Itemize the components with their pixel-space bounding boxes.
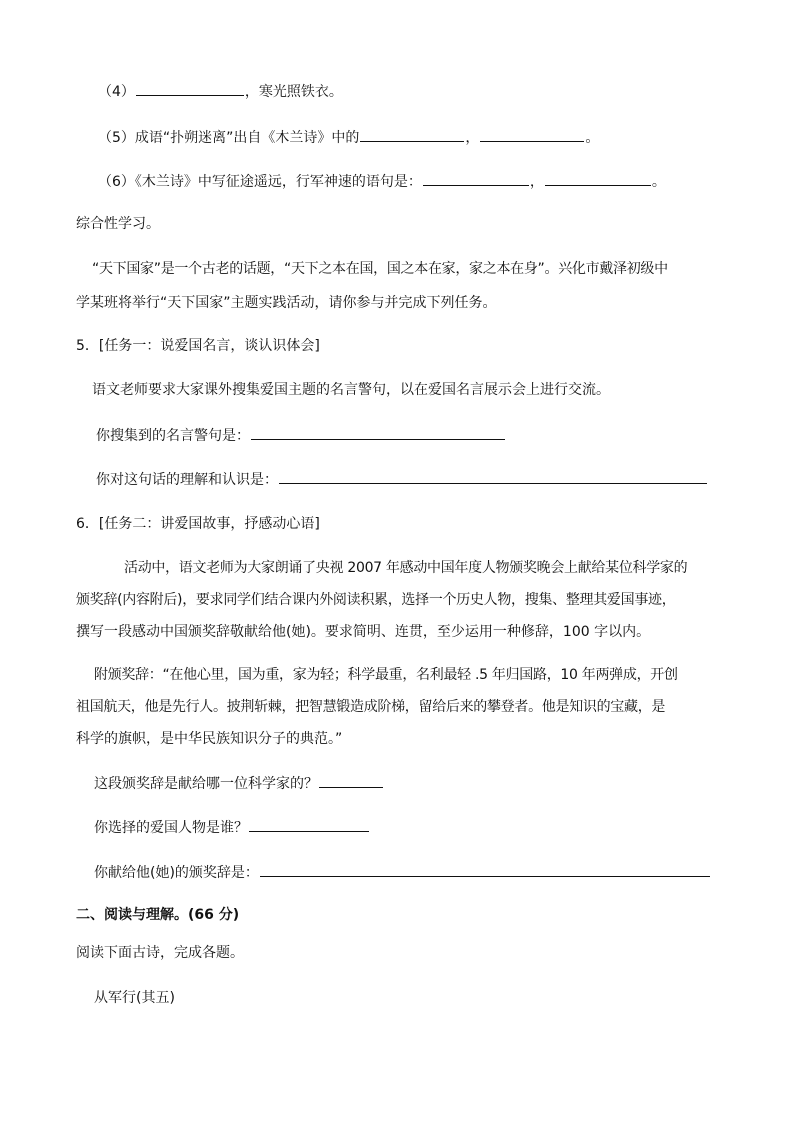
item-6-end: 。 — [651, 174, 666, 190]
answer-blank[interactable] — [136, 81, 244, 96]
answer-blank[interactable] — [360, 127, 464, 142]
citation-line-1: 附颁奖辞：“在他心里，国为重，家为轻；科学最重，名利最轻 .5 年归国路，10 年两弹成，开创 — [94, 667, 678, 683]
section-2-instruction: 阅读下面古诗，完成各题。 — [76, 945, 244, 961]
task-2-title: 6．[任务二：讲爱国故事，抒感动心语] — [76, 516, 320, 532]
task-2-q1 — [94, 773, 384, 794]
comprehensive-intro-line-2: 学某班将举行“天下国家”主题实践活动，请你参与并完成下列任务。 — [76, 295, 497, 311]
item-4-text: ，寒光照铁衣。 — [244, 84, 343, 100]
answer-blank[interactable] — [260, 862, 710, 877]
poem-title: 从军行(其五) — [94, 990, 175, 1006]
answer-blank[interactable] — [423, 171, 529, 186]
task-2-q1-label: 这段颁奖辞是献给哪一位科学家的？ — [94, 776, 318, 792]
item-6-text: （6）《木兰诗》中写征途遥远，行军神速的语句是： — [98, 174, 422, 190]
task-1-q2 — [96, 469, 708, 490]
answer-blank[interactable] — [279, 469, 707, 484]
task-2-q2 — [94, 817, 370, 838]
task-1-q1-label: 你搜集到的名言警句是： — [96, 428, 250, 444]
task-1-q2-label: 你对这句话的理解和认识是： — [96, 472, 278, 488]
task-2-q3 — [94, 862, 711, 883]
item-5-end: 。 — [585, 130, 600, 146]
task-1-q1 — [96, 425, 506, 446]
task-1-title: 5．[任务一：说爱国名言，谈认识体会] — [76, 338, 320, 354]
item-6-sep: ， — [529, 174, 544, 190]
task-2-para-line-3: 撰写一段感动中国颁奖辞敬献给他(她)。要求简明、连贯，至少运用一种修辞，100 字以内。 — [76, 624, 651, 640]
item-5 — [98, 127, 599, 148]
task-2-para-line-1: 活动中，语文老师为大家朗诵了央视 2007 年感动中国年度人物颁奖晚会上献给某位科学家的 — [124, 560, 688, 576]
answer-blank[interactable] — [319, 773, 383, 788]
section-2-heading: 二、阅读与理解。(66 分) — [76, 907, 240, 923]
item-5-text: （5）成语“扑朔迷离”出自《木兰诗》中的 — [98, 130, 360, 146]
item-5-sep: ， — [465, 130, 480, 146]
comprehensive-heading: 综合性学习。 — [76, 216, 160, 232]
item-4-label: （4） — [98, 84, 135, 100]
answer-blank[interactable] — [545, 171, 651, 186]
citation-line-2: 祖国航天，他是先行人。披荆斩棘，把智慧锻造成阶梯，留给后来的攀登者。他是知识的宝藏，是 — [76, 699, 666, 715]
task-2-para-line-2: 颁奖辞(内容附后)，要求同学们结合课内外阅读积累，选择一个历史人物，搜集、整理其爱国事迹， — [76, 592, 676, 608]
answer-blank[interactable] — [249, 817, 369, 832]
item-4 — [98, 81, 343, 102]
comprehensive-intro-line-1: “天下国家”是一个古老的话题，“天下之本在国，国之本在家，家之本在身”。兴化市戴泽初级中 — [92, 261, 668, 277]
task-2-q3-label: 你献给他(她)的颁奖辞是： — [94, 865, 259, 881]
task-2-q2-label: 你选择的爱国人物是谁？ — [94, 820, 248, 836]
answer-blank[interactable] — [480, 127, 584, 142]
citation-line-3: 科学的旗帜，是中华民族知识分子的典范。” — [76, 731, 343, 747]
task-1-desc: 语文老师要求大家课外搜集爱国主题的名言警句，以在爱国名言展示会上进行交流。 — [92, 382, 610, 398]
item-6 — [98, 171, 666, 192]
answer-blank[interactable] — [251, 425, 505, 440]
